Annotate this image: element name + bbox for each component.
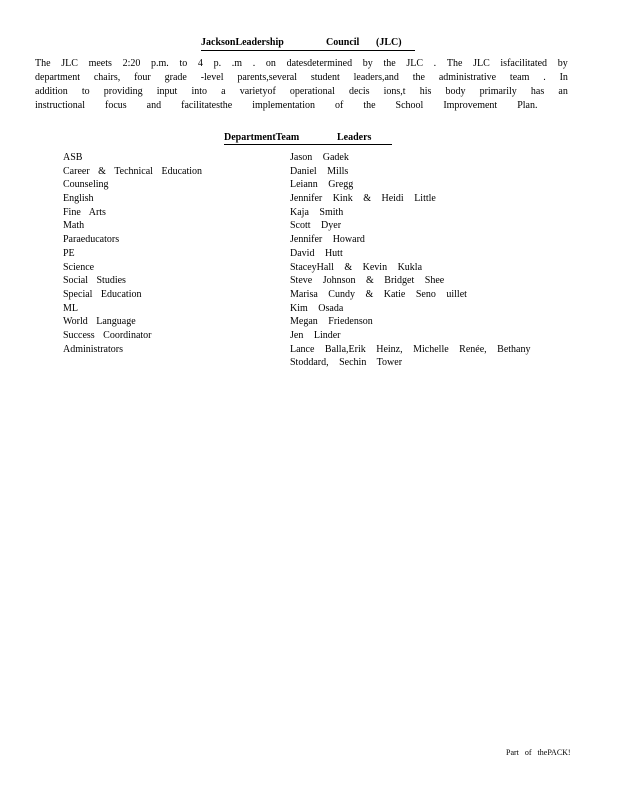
- intro-word: student: [310, 72, 340, 83]
- intro-line: [35, 71, 568, 85]
- table-row: [0, 206, 618, 220]
- document-title: [201, 37, 415, 51]
- team-leaders: Jen Linder: [290, 329, 341, 341]
- intro-word: department: [35, 72, 80, 83]
- intro-word: input: [156, 86, 178, 97]
- intro-word: isfacilitated: [500, 58, 548, 69]
- intro-word: on: [265, 58, 276, 69]
- table-row: [0, 247, 618, 261]
- intro-word: In: [559, 72, 568, 83]
- table-row: [0, 329, 618, 343]
- table-row: [0, 151, 618, 165]
- title-abbr: (JLC): [376, 37, 402, 48]
- intro-word: 4: [197, 58, 203, 69]
- team-leaders: Daniel Mills: [290, 165, 349, 177]
- intro-word: the: [363, 100, 376, 111]
- intro-word: .: [252, 58, 256, 69]
- intro-word: an: [558, 86, 568, 97]
- department-name: Career & Technical Education: [63, 165, 203, 177]
- intro-word: addition: [35, 86, 68, 97]
- intro-word: The: [446, 58, 463, 69]
- intro-word: a: [221, 86, 226, 97]
- intro-word: to: [81, 86, 90, 97]
- table-row: [0, 178, 618, 192]
- intro-word: ions,t: [383, 86, 406, 97]
- intro-word: his: [419, 86, 432, 97]
- department-name: Administrators: [63, 343, 123, 355]
- intro-word: into: [191, 86, 208, 97]
- intro-word: varietyof: [239, 86, 276, 97]
- intro-word: leaders,and: [353, 72, 399, 83]
- department-name: Science: [63, 261, 95, 273]
- team-leaders: Jennifer Kink & Heidi Little: [290, 193, 436, 205]
- intro-word: 2:20: [122, 58, 141, 69]
- department-name: English: [63, 193, 94, 205]
- table-row: [0, 302, 618, 316]
- intro-word: chairs,: [93, 72, 121, 83]
- intro-word: administrative: [438, 72, 497, 83]
- intro-word: to: [179, 58, 188, 69]
- intro-word: by: [557, 58, 568, 69]
- team-leaders: Marisa Cundy & Katie Seno uillet: [290, 288, 467, 300]
- team-leaders: Jennifer Howard: [290, 234, 365, 246]
- department-name: Special Education: [63, 288, 142, 300]
- department-name: ASB: [63, 152, 83, 163]
- table-row: [0, 343, 618, 370]
- intro-word: the: [383, 58, 396, 69]
- intro-word: -level: [200, 72, 224, 83]
- department-name: Paraeducators: [63, 234, 120, 246]
- intro-word: facilitatesthe: [181, 100, 233, 111]
- intro-word: providing: [103, 86, 143, 97]
- intro-word: JLC: [61, 58, 78, 69]
- intro-word: decis: [348, 86, 370, 97]
- table-header: [224, 132, 392, 145]
- team-leaders: Jason Gadek: [290, 152, 349, 163]
- department-leaders-list: [0, 151, 618, 370]
- team-leaders: Lance Balla,Erik Heinz, Michelle Renée, Bethany Stoddard, Sechin Tower: [290, 343, 531, 369]
- table-row: [0, 233, 618, 247]
- intro-word: meets: [88, 58, 112, 69]
- team-leaders: Kim Osada: [290, 302, 344, 314]
- table-row: [0, 274, 618, 288]
- intro-word: primarily: [479, 86, 517, 97]
- intro-word: datesdetermined: [286, 58, 353, 69]
- intro-word: p.m.: [151, 58, 169, 69]
- team-leaders: Steve Johnson & Bridget Shee: [290, 275, 445, 287]
- team-leaders: Kaja Smith: [290, 206, 344, 218]
- table-row: [0, 288, 618, 302]
- intro-word: implementation: [252, 100, 315, 111]
- department-name: World Language: [63, 316, 136, 328]
- intro-word: operational: [289, 86, 335, 97]
- department-name: Counseling: [63, 179, 109, 191]
- table-row: [0, 165, 618, 179]
- department-name: Fine Arts: [63, 206, 106, 218]
- intro-word: by: [362, 58, 373, 69]
- department-name: Success Coordinator: [63, 329, 152, 341]
- title-council: Council: [326, 37, 360, 48]
- intro-word: JLC: [406, 58, 423, 69]
- intro-word: Improvement: [443, 100, 498, 111]
- team-leaders: Leiann Gregg: [290, 179, 354, 191]
- table-row: [0, 219, 618, 233]
- table-row: [0, 261, 618, 275]
- team-leaders: Megan Friedenson: [290, 316, 373, 328]
- team-leaders: StaceyHall & Kevin Kukla: [290, 261, 423, 273]
- intro-word: .: [433, 58, 437, 69]
- team-leaders: David Hutt: [290, 247, 343, 259]
- intro-word: team: [509, 72, 530, 83]
- header-department: DepartmentTeam: [224, 132, 300, 143]
- footer-text: Part of thePACK!: [506, 748, 571, 757]
- intro-word: instructional: [35, 100, 85, 111]
- intro-word: parents,several: [237, 72, 298, 83]
- intro-word: the: [412, 72, 425, 83]
- header-leaders: Leaders: [337, 132, 372, 143]
- intro-word: body: [445, 86, 466, 97]
- intro-word: grade: [164, 72, 187, 83]
- intro-word: .m: [231, 58, 243, 69]
- intro-line: [35, 99, 568, 113]
- intro-word: JLC: [473, 58, 490, 69]
- intro-word: School: [395, 100, 424, 111]
- intro-word: The: [35, 58, 51, 69]
- intro-line: [35, 85, 568, 99]
- table-row: [0, 315, 618, 329]
- department-name: ML: [63, 302, 78, 314]
- intro-word: Plan.: [517, 100, 538, 111]
- intro-paragraph: [35, 57, 568, 113]
- department-name: Social Studies: [63, 275, 126, 287]
- intro-word: and: [146, 100, 162, 111]
- intro-line: [35, 57, 568, 71]
- intro-word: of: [334, 100, 344, 111]
- intro-word: .: [543, 72, 546, 83]
- department-name: Math: [63, 220, 85, 232]
- intro-word: p.: [213, 58, 222, 69]
- department-name: PE: [63, 247, 75, 259]
- team-leaders: Scott Dyer: [290, 220, 342, 232]
- intro-word: focus: [105, 100, 127, 111]
- table-row: [0, 192, 618, 206]
- title-name: JacksonLeadership: [201, 37, 284, 48]
- intro-word: four: [134, 72, 151, 83]
- intro-word: has: [530, 86, 545, 97]
